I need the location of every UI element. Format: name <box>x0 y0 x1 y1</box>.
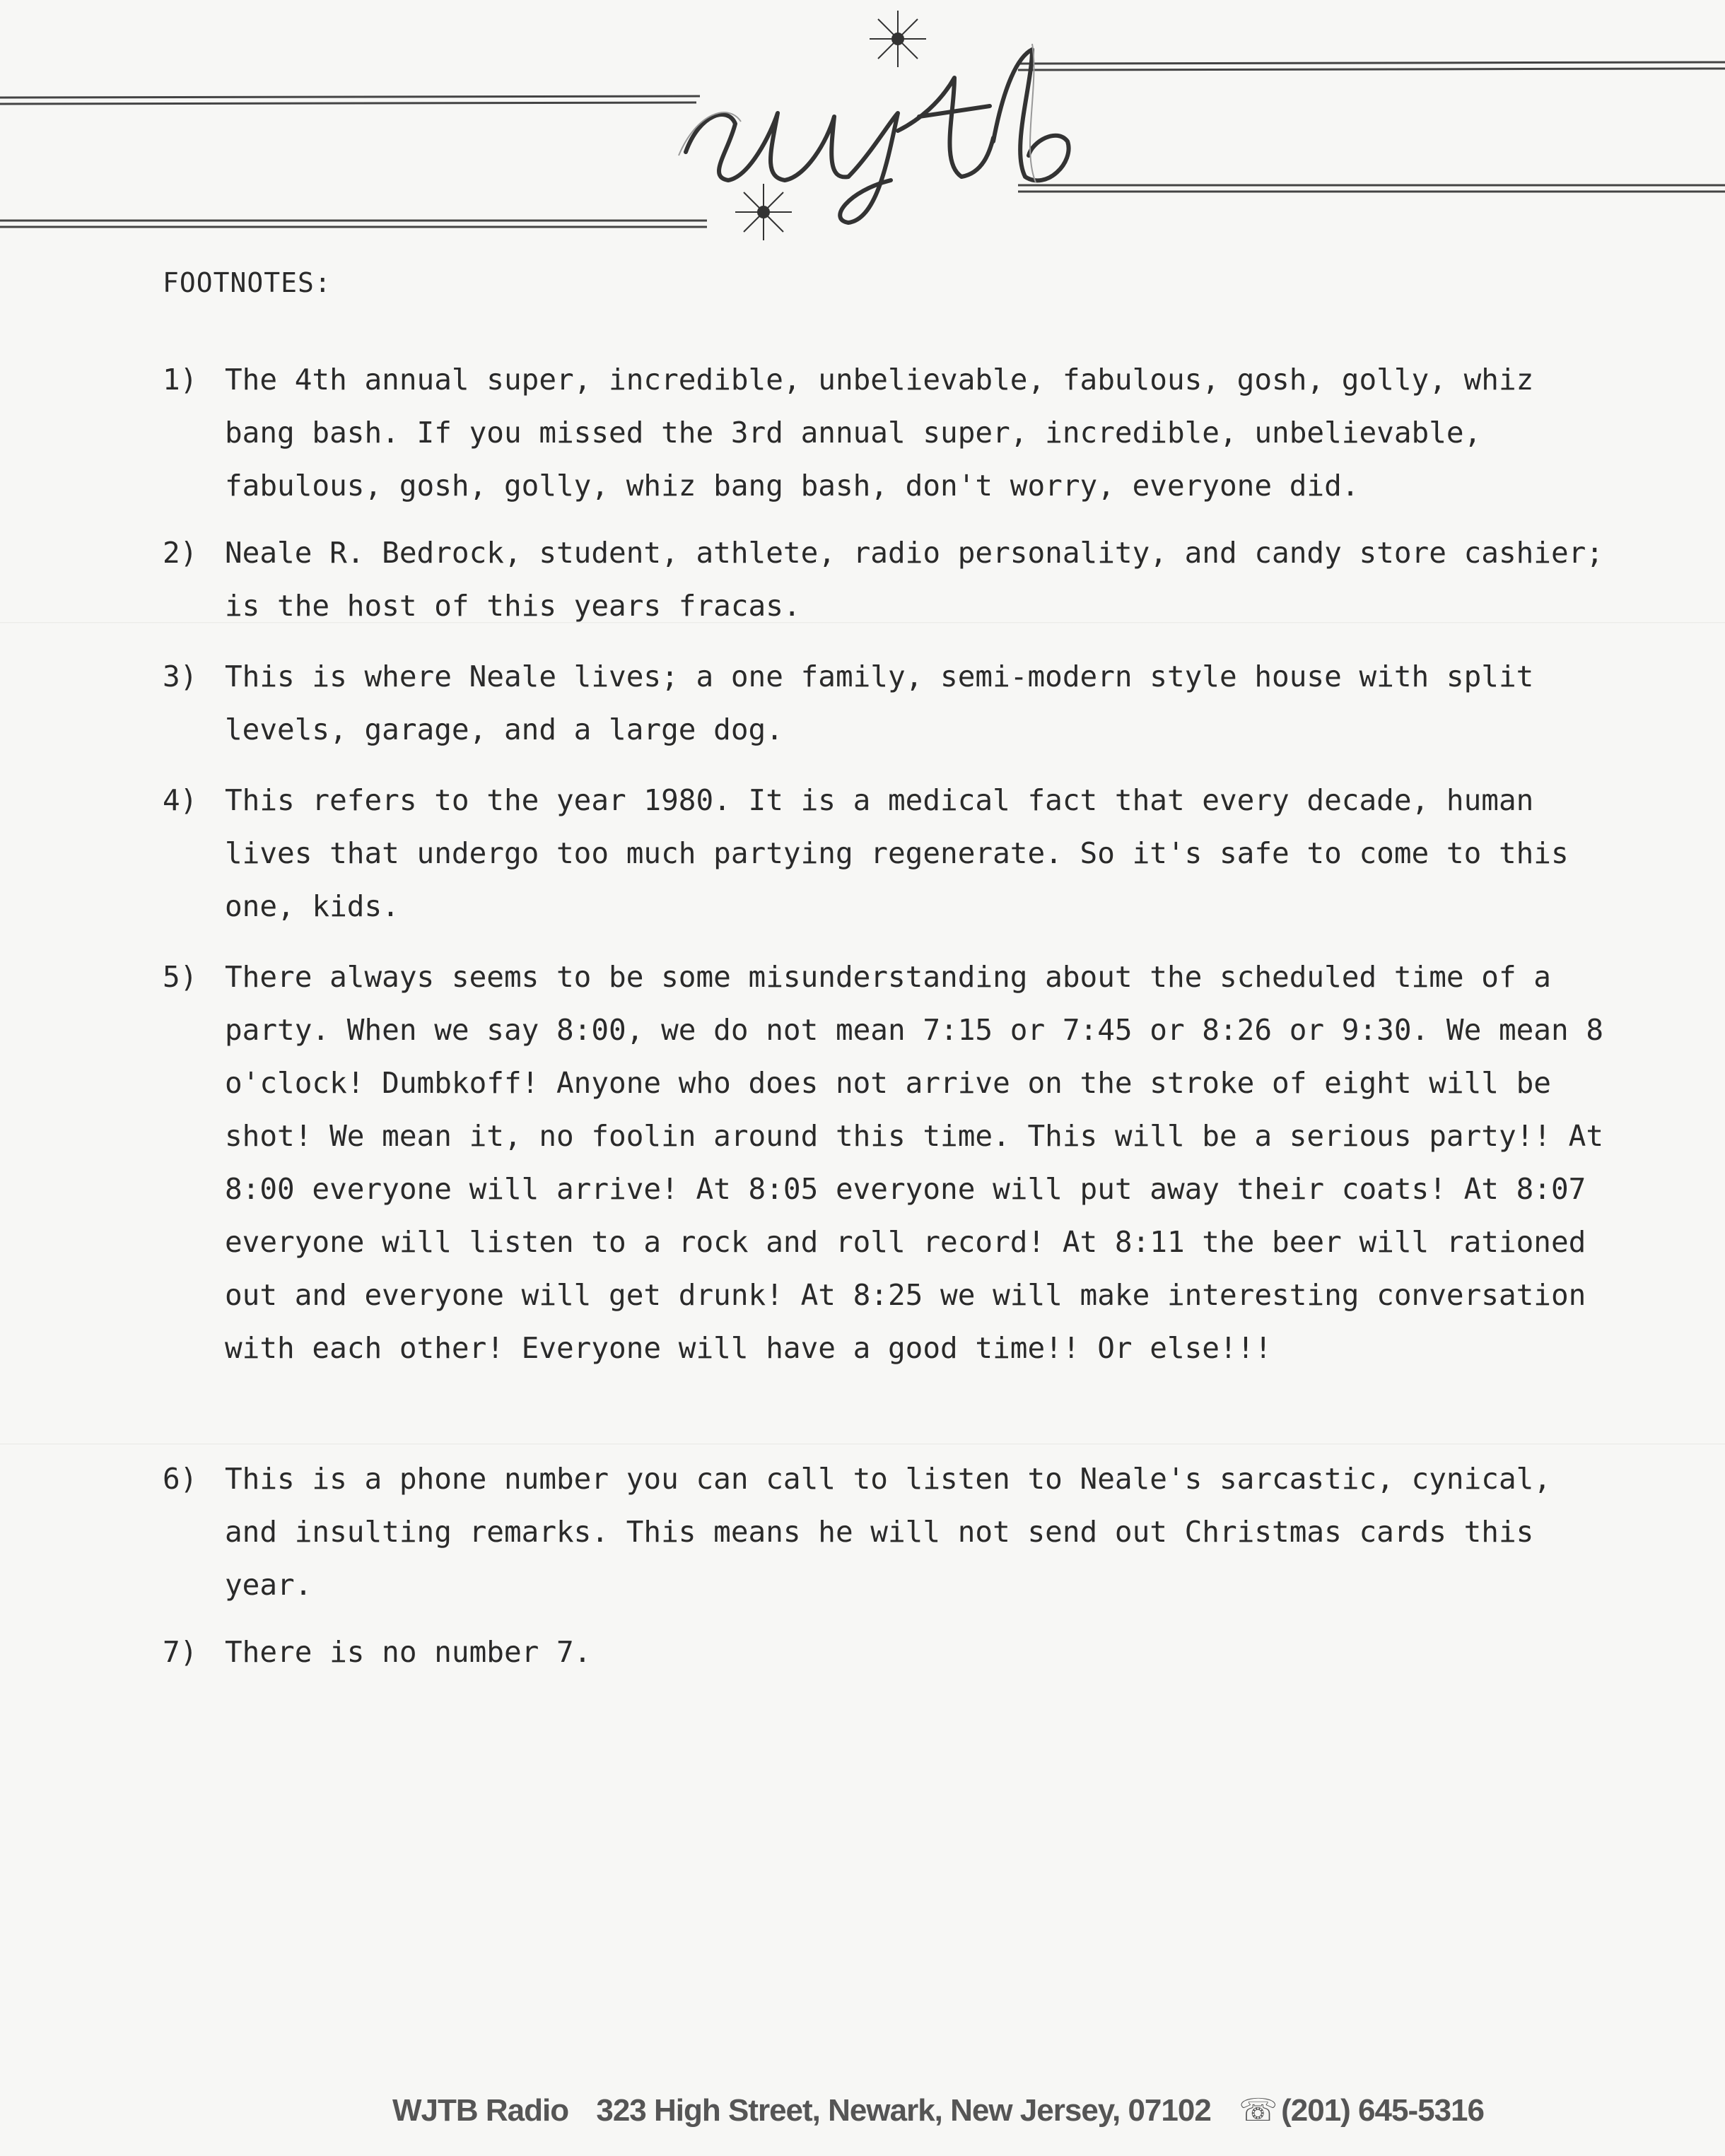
footnote-2 <box>163 527 1619 633</box>
footnote-4 <box>163 774 1619 933</box>
footnote-5 <box>163 951 1619 1375</box>
letterhead-footer <box>392 2092 1504 2128</box>
footnote-number: 6) <box>163 1462 198 1496</box>
letterhead-logo <box>0 0 1725 254</box>
footnote-number: 5) <box>163 960 198 994</box>
footnote-text: This is where Neale lives; a one family, semi-modern style house with split levels, garage, and a large dog. <box>225 660 1534 746</box>
page-title: FOOTNOTES: <box>163 267 332 298</box>
footnote-7 <box>163 1626 1619 1679</box>
station-name: WJTB Radio <box>392 2093 569 2128</box>
footnote-text: There always seems to be some misunderstanding about the scheduled time of a party. When we say 8:00, we do not mean 7:15 or 7:45 or 8:26 or 9:30. We mean 8 o'clock! Dumbkoff! Anyone who does not arrive on the stroke of eight will be shot! We mean it, no foolin around this time. This will be a serious party!! At 8:00 everyone will arrive! At 8:05 everyone will put away their coats! At 8:07 everyone will listen to a rock and roll record! At 8:11 the beer will rationed out and everyone will get drunk! At 8:25 we will make interesting conversation with each other! Everyone will have a good time!! Or else!!! <box>225 960 1604 1365</box>
footnote-number: 7) <box>163 1635 198 1669</box>
footnote-number: 4) <box>163 783 198 817</box>
paper-fold-line <box>0 1443 1725 1446</box>
footnote-1 <box>163 353 1619 512</box>
footnote-number: 2) <box>163 536 198 570</box>
footnote-number: 1) <box>163 363 198 397</box>
footnote-number: 3) <box>163 660 198 693</box>
footnote-text: Neale R. Bedrock, student, athlete, radio personality, and candy store cashier; is the host of this years fracas. <box>225 536 1604 623</box>
footnote-text: This refers to the year 1980. It is a medical fact that every decade, human lives that undergo too much partying regenerate. So it's safe to come to this one, kids. <box>225 783 1569 923</box>
footnote-6 <box>163 1453 1619 1612</box>
station-address: 323 High Street, Newark, New Jersey, 07102 <box>596 2093 1211 2128</box>
footnote-text: This is a phone number you can call to listen to Neale's sarcastic, cynical, and insulting remarks. This means he will not send out Christmas cards this year. <box>225 1462 1551 1602</box>
station-phone: (201) 645-5316 <box>1281 2093 1484 2128</box>
footnote-3 <box>163 650 1619 756</box>
footnote-text: The 4th annual super, incredible, unbelievable, fabulous, gosh, golly, whiz bang bash. If you missed the 3rd annual super, incredible, unbelievable, fabulous, gosh, golly, whiz bang bash, don't worry, everyone did. <box>225 363 1534 503</box>
footnote-text: There is no number 7. <box>225 1635 592 1669</box>
telephone-icon: ☏ <box>1239 2093 1277 2128</box>
